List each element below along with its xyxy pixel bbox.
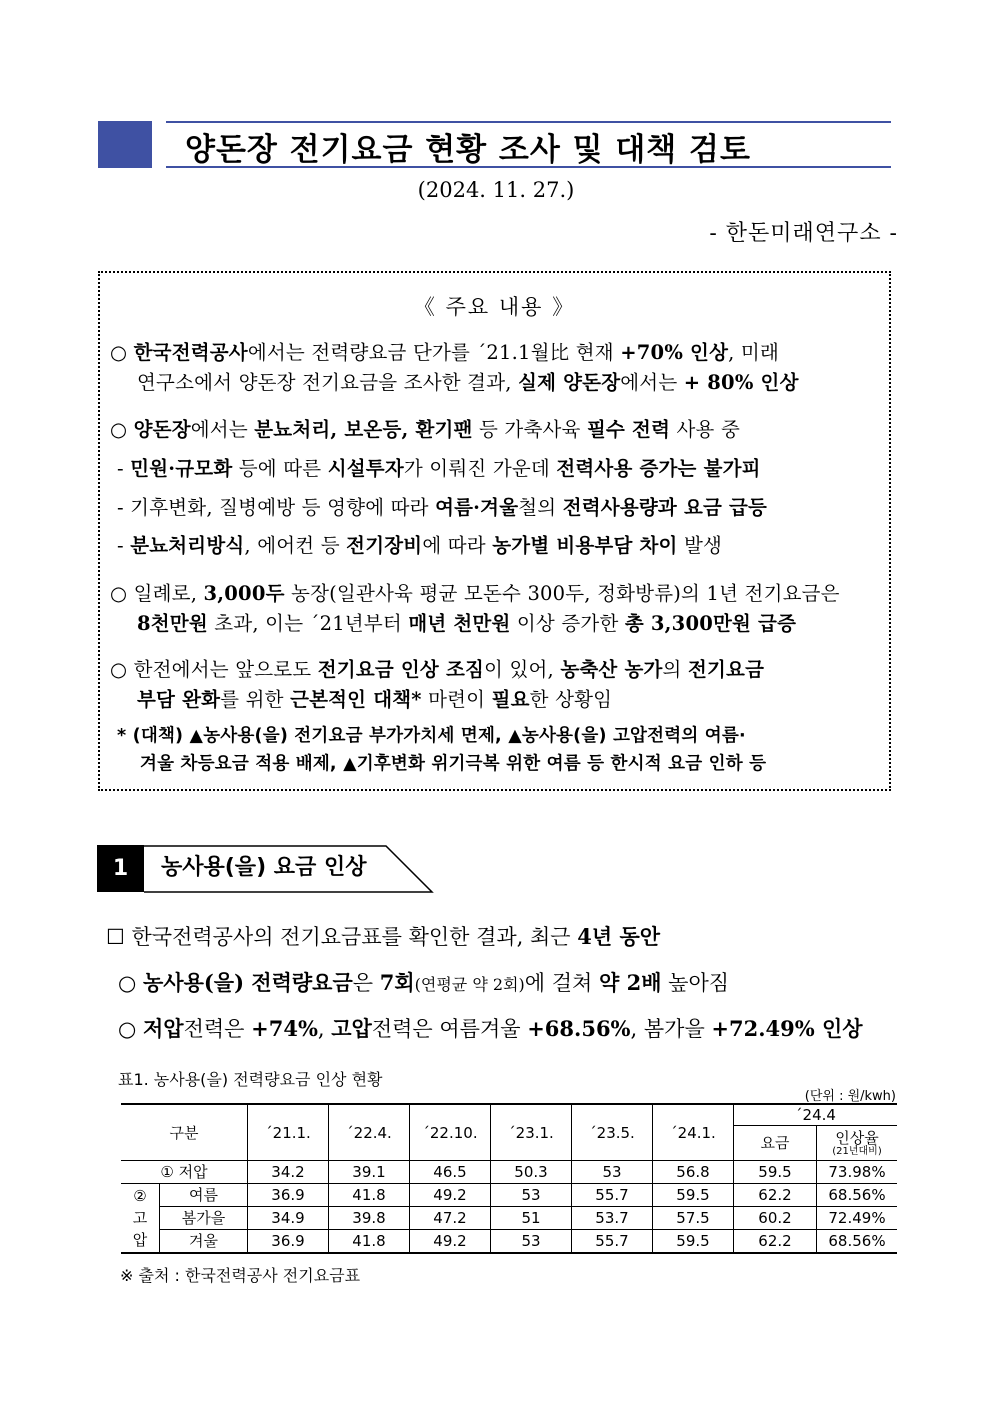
header-rate: 요금 (734, 1126, 817, 1161)
emphasis-text: 저압 (143, 1016, 184, 1041)
emphasis-text: 분뇨처리방식 (130, 534, 245, 557)
cell: 50.3 (491, 1161, 572, 1184)
emphasis-text: 전기장비 (346, 534, 423, 557)
row-season: 겨울 (160, 1230, 248, 1254)
header-period: ´23.5. (572, 1104, 653, 1161)
text-run: 초과, 이는 ´21년부터 (207, 612, 409, 635)
header-category: 구분 (121, 1104, 248, 1161)
emphasis-text: +74% (251, 1016, 318, 1041)
cell: 53.7 (572, 1207, 653, 1230)
summary-line (110, 654, 764, 682)
section-title: 농사용(을) 요금 인상 (161, 855, 367, 880)
cell: 59.5 (734, 1161, 817, 1184)
table-row (121, 1184, 897, 1207)
summary-line (140, 750, 766, 775)
rate-table (121, 1103, 897, 1254)
header-increase (817, 1126, 898, 1161)
row-high-group (121, 1184, 160, 1254)
text-run: 전력은 (183, 1017, 252, 1041)
summary-heading: 《 주요 내용 》 (413, 295, 576, 319)
cell: 72.49% (817, 1207, 898, 1230)
cell: 36.9 (248, 1230, 329, 1254)
cell: 41.8 (329, 1230, 410, 1254)
emphasis-text: 전력사용 증가는 불가피 (556, 457, 761, 480)
table-caption: 표1. 농사용(을) 전력량요금 인상 현황 (118, 1070, 383, 1089)
row-high-num: ② (133, 1187, 147, 1205)
text-run: 에 걸쳐 (524, 971, 599, 995)
emphasis-text: 필요 (491, 688, 530, 711)
cell: 73.98% (817, 1161, 898, 1184)
text-run: 이 있어, (484, 658, 561, 681)
text-run: 를 위한 (220, 688, 291, 711)
emphasis-text: 여름·겨울 (435, 496, 519, 519)
emphasis-text: 필수 전력 (586, 418, 671, 441)
summary-line (117, 492, 767, 520)
cell: 62.2 (734, 1184, 817, 1207)
emphasis-text: 양돈장 (133, 418, 191, 441)
header-period: ´21.1. (248, 1104, 329, 1161)
cell: 36.9 (248, 1184, 329, 1207)
cell: 59.5 (653, 1184, 734, 1207)
emphasis-text: 겨울 차등요금 적용 배제, ▲기후변화 위기극복 위한 여름 등 한시적 요금 인하 등 (140, 754, 767, 774)
text-run: 등에 따른 (232, 457, 328, 480)
text-run: ○ (118, 1017, 143, 1041)
text-run: ☐ 한국전력공사의 전기요금표를 확인한 결과, 최근 (106, 925, 578, 949)
document-date: (2024. 11. 27.) (417, 178, 575, 202)
cell: 53 (491, 1230, 572, 1254)
emphasis-text: 한국전력공사 (133, 341, 248, 364)
title-rule-top (166, 121, 891, 123)
cell: 39.1 (329, 1161, 410, 1184)
text-run: 마련이 (421, 688, 492, 711)
summary-line (110, 578, 840, 606)
document-author-org: - 한돈미래연구소 - (709, 221, 898, 246)
text-run: 에서는 (190, 418, 255, 441)
text-run: ○ (110, 341, 134, 364)
emphasis-text: + 80% 인상 (683, 371, 799, 394)
cell: 34.2 (248, 1161, 329, 1184)
table-row (121, 1161, 897, 1184)
text-run: 의 (662, 658, 688, 681)
header-increase-sub: (21년대비) (832, 1146, 882, 1157)
summary-line (110, 414, 740, 442)
emphasis-text: 농사용(을) 전력량요금 (143, 970, 353, 995)
summary-line (137, 608, 796, 636)
emphasis-text: 전기요금 인상 조짐 (317, 658, 485, 681)
text-run: 은 (352, 971, 380, 995)
text-run: 한 상황임 (529, 688, 613, 711)
cell: 51 (491, 1207, 572, 1230)
cell: 59.5 (653, 1230, 734, 1254)
cell: 60.2 (734, 1207, 817, 1230)
cell: 57.5 (653, 1207, 734, 1230)
header-period: ´23.1. (491, 1104, 572, 1161)
emphasis-text: 분뇨처리, 보온등, 환기팬 (254, 418, 473, 441)
row-season: 여름 (160, 1184, 248, 1207)
text-run: - (117, 457, 131, 480)
summary-box (98, 271, 891, 791)
emphasis-text: 농축산 농가 (560, 658, 663, 681)
table-unit: (단위 : 원/kwh) (804, 1089, 896, 1104)
summary-line (117, 722, 746, 747)
header-increase-label: 인상율 (835, 1129, 879, 1147)
cell: 56.8 (653, 1161, 734, 1184)
text-run: , 에어컨 등 (244, 534, 347, 557)
emphasis-text: 근본적인 대책* (290, 688, 422, 711)
text-run: , 미래 (728, 341, 779, 364)
text-run: 발생 (677, 534, 723, 557)
row-high-char: 압 (132, 1231, 148, 1249)
table-row (121, 1207, 897, 1230)
emphasis-text: 7회 (379, 970, 415, 995)
row-low-label: ① 저압 (121, 1161, 248, 1184)
cell: 55.7 (572, 1230, 653, 1254)
header-period: ´22.4. (329, 1104, 410, 1161)
text-run: 농장(일관사육 평균 모돈수 300두, 정화방류)의 1년 전기요금은 (284, 582, 840, 605)
text-run: - 기후변화, 질병예방 등 영향에 따라 (117, 496, 436, 519)
table-source: ※ 출처 : 한국전력공사 전기요금표 (120, 1266, 361, 1285)
emphasis-text: 3,000두 (203, 582, 285, 605)
cell: 46.5 (410, 1161, 491, 1184)
cell: 39.8 (329, 1207, 410, 1230)
table-row (121, 1230, 897, 1254)
cell: 55.7 (572, 1184, 653, 1207)
header-latest: ´24.4 (734, 1104, 898, 1126)
summary-line (137, 367, 799, 395)
body-line (118, 1013, 863, 1043)
emphasis-text: 4년 동안 (577, 924, 661, 949)
emphasis-text: 실제 양돈장 (518, 371, 621, 394)
section-number: 1 (97, 845, 144, 892)
text-run: 연구소에서 양돈장 전기요금을 조사한 결과, (137, 371, 519, 394)
cell: 68.56% (817, 1230, 898, 1254)
cell: 53 (572, 1161, 653, 1184)
emphasis-text: 농가별 비용부담 차이 (492, 534, 678, 557)
text-run: (연평균 약 2회) (414, 975, 525, 994)
text-run: 가 이뤄진 가운데 (403, 457, 557, 480)
document-title: 양돈장 전기요금 현황 조사 및 대책 검토 (185, 132, 751, 168)
cell: 62.2 (734, 1230, 817, 1254)
emphasis-text: 민원·규모화 (130, 457, 233, 480)
body-line (118, 967, 729, 997)
text-run: 전력은 여름겨울 (371, 1017, 528, 1041)
summary-line (117, 530, 722, 558)
cell: 47.2 (410, 1207, 491, 1230)
summary-line (117, 453, 761, 481)
text-run: - (117, 534, 131, 557)
text-run: 철의 (518, 496, 563, 519)
cell: 41.8 (329, 1184, 410, 1207)
text-run: ○ (118, 971, 143, 995)
emphasis-text: 부담 완화 (137, 688, 221, 711)
text-run: 에서는 (620, 371, 684, 394)
text-run: 이상 증가한 (510, 612, 625, 635)
emphasis-text: 시설투자 (327, 457, 404, 480)
text-run: , 봄가을 (630, 1017, 712, 1041)
row-season: 봄가을 (160, 1207, 248, 1230)
emphasis-text: 8천만원 (137, 612, 208, 635)
cell: 34.9 (248, 1207, 329, 1230)
summary-line (110, 337, 779, 365)
title-accent-block (98, 121, 152, 168)
emphasis-text: * (대책) ▲농사용(을) 전기요금 부가가치세 면제, ▲농사용(을) 고압전력의 여름· (117, 726, 746, 746)
emphasis-text: 총 3,300만원 급증 (624, 612, 797, 635)
emphasis-text: 약 2배 (598, 970, 662, 995)
text-run: 등 가축사육 (472, 418, 587, 441)
header-period: ´22.10. (410, 1104, 491, 1161)
header-period: ´24.1. (653, 1104, 734, 1161)
emphasis-text: +72.49% 인상 (711, 1016, 863, 1041)
emphasis-text: 매년 천만원 (408, 612, 511, 635)
text-run: , (317, 1017, 332, 1041)
text-run: 사용 중 (670, 418, 741, 441)
emphasis-text: 전력사용량과 요금 급등 (562, 496, 768, 519)
text-run: 에서는 전력량요금 단가를 ´21.1월比 현재 (247, 341, 621, 364)
text-run: 에 따라 (422, 534, 493, 557)
cell: 49.2 (410, 1184, 491, 1207)
summary-line (137, 684, 612, 712)
emphasis-text: +70% 인상 (620, 341, 729, 364)
cell: 68.56% (817, 1184, 898, 1207)
body-line (106, 921, 660, 951)
text-run: ○ (110, 418, 134, 441)
emphasis-text: +68.56% (527, 1016, 631, 1041)
text-run: 높아짐 (661, 971, 730, 995)
emphasis-text: 고압 (331, 1016, 372, 1041)
text-run: ○ 한전에서는 앞으로도 (110, 658, 318, 681)
emphasis-text: 전기요금 (687, 658, 765, 681)
cell: 53 (491, 1184, 572, 1207)
row-high-char: 고 (132, 1209, 148, 1227)
text-run: ○ 일례로, (110, 582, 204, 605)
cell: 49.2 (410, 1230, 491, 1254)
